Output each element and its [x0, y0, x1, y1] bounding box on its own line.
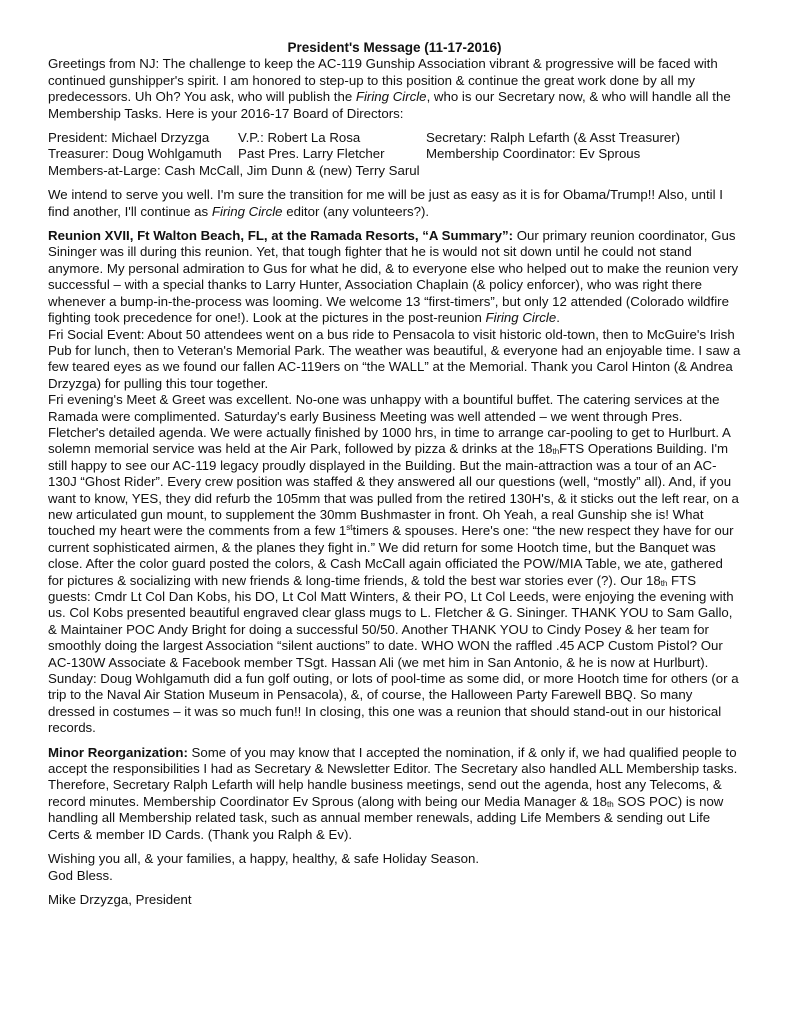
- reunion-paragraph: Reunion XVII, Ft Walton Beach, FL, at the Ramada Resorts, “A Summary”: Our primary reunion coordinator, Gus Sininger was ill during this reunion. Yet, that tough fighter that he is would not sit down until he could not stand anymore. My personal admiration to Gus for what he did, & to everyone else who helped out to make the reunion very successful – with a special thanks to Larry Hunter, Association Chaplain (& policy enforcer), who was right there whenever a bump-in-the-process was looming. We welcome 13 “first-timers”, but only 12 attended (Colorado wildfire fighting took precedence for one!). Look at the pictures in the post-reunion Firing Circle.: [48, 228, 739, 326]
- reunion-heading: Reunion XVII, Ft Walton Beach, FL, at the Ramada Resorts, “A Summary”:: [48, 228, 514, 244]
- board-vp: V.P.: Robert La Rosa: [238, 130, 361, 146]
- page-title: President's Message (11-17-2016): [287, 40, 502, 55]
- serve-paragraph: We intend to serve you well. I'm sure the transition for me will be just as easy as it is for Obama/Trump!! Also, until I find another, I'll continue as Firing Circle editor (any volunteers?).: [48, 187, 723, 219]
- holiday-wish: Wishing you all, & your families, a happy, healthy, & safe Holiday Season.: [48, 851, 480, 867]
- board-membership-coordinator: Membership Coordinator: Ev Sprous: [426, 146, 641, 162]
- board-president: President: Michael Drzyzga: [48, 130, 210, 146]
- board-members-at-large: Members-at-Large: Cash McCall, Jim Dunn & (new) Terry Sarul: [48, 162, 420, 178]
- board-secretary: Secretary: Ralph Lefarth (& Asst Treasurer): [426, 130, 681, 146]
- board-treasurer: Treasurer: Doug Wohlgamuth: [48, 146, 222, 162]
- evening-paragraph: Fri evening's Meet & Greet was excellent. No-one was unhappy with a bountiful buffet. The catering services at the Ramada were complimented. Saturday's early Business Meeting was well attended – we went through Pres. Fletcher's detailed agenda. We were actually finished by 1000 hrs, in time to arrange car-pooling to get to Hurlburt. A solemn memorial service was held at the Air Park, followed by pizza & drinks at the $18_{th}FTS$ Operations Building. I'm still happy to see our AC-119 legacy proudly displayed in the Building. But the main-attraction was a tour of an AC-130J “Ghost Rider”. Every crew position was staffed & they answered all our questions (well, “mostly” all). And, if you want to know, YES, they did refurb the 105mm that was pulled from the retired 130H's, & it sticks out the left rear, on a new articulated gun mount, to supplement the 30mm Bushmaster in front. Oh Yeah, a real Gunship she is! What touched my heart were the comments from a few 1sttimers & spouses. Here's one: “the new respect they have for our current sophisticated airmen, & the planes they fight in.” We did return for some Hootch time, but the Banquet was close. After the color guard posted the colors, & Cash McCall again officiated the POW/MIA Table, we ate, gathered for pictures & socializing with new friends & long-time friends, & told the best war stories ever (?). Our $18_{th}$ FTS guests: Cmdr Lt Col Dan Kobs, his DO, Lt Col Matt Winters, & their PO, Lt Col Leeds, were enjoying the evening with us. Col Kobs presented beautiful engraved clear glass mugs to L. Fletcher & G. Sininger. THANK YOU to Sam Gallo, & Maintainer POC Andy Bright for doing a successful 50/50. Another THANK YOU to Cindy Posey & her team for smoothly doing the largest Association “silent auctions” to date. WHO WON the raffled .45 ACP Custom Pistol? Our AC-130W Associate & Facebook member TSgt. Hassan Ali (we met him in San Antonio, & he is now at Hurlburt). Sunday: Doug Wohlgamuth did a fun golf outing, or lots of pool-time as some did, or more Hootch time for others (or a trip to the Naval Air Station Museum in Pensacola), &, of course, the Halloween Party Farewell BBQ. So many dressed in costumes – it was so much fun!! In closing, this one was a reunion that should stand-out in our historical records.: [48, 392, 739, 736]
- publication-name: Firing Circle: [211, 203, 283, 219]
- board-past-president: Past Pres. Larry Fletcher: [238, 146, 385, 162]
- reorganization-heading: Minor Reorganization:: [48, 744, 188, 760]
- publication-name: Firing Circle: [485, 310, 557, 326]
- publication-name: Firing Circle: [355, 89, 427, 105]
- signature: Mike Drzyzga, President: [48, 891, 192, 907]
- god-bless: God Bless.: [48, 867, 113, 883]
- social-event-paragraph: Fri Social Event: About 50 attendees went on a bus ride to Pensacola to visit historic old-town, then to McGuire's Irish Pub for lunch, then to Veteran's Memorial Park. The weather was beautiful, & everyone had an enjoyable time. I saw a few teared eyes as we found our fallen AC-119ers on “the WALL” at the Memorial. Thank you Carol Hinton (& Andrea Drzyzga) for pulling this tour together.: [48, 326, 741, 391]
- reorganization-paragraph: Minor Reorganization: Some of you may know that I accepted the nomination, if & only if, we had qualified people to accept the responsibilities I had as Secretary & Newsletter Editor. The Secretary also handled ALL Membership tasks. Therefore, Secretary Ralph Lefarth will help handle business meetings, send out the agenda, host any Telecoms, & record minutes. Membership Coordinator Ev Sprous (along with being our Media Manager & $18_{th}$ SOS POC) is now handling all Membership related task, such as annual member renewals, adding Life Members & sending out Life Certs & member ID Cards. (Thank you Ralph & Ev).: [48, 744, 738, 842]
- board-of-directors: [48, 130, 741, 179]
- intro-paragraph: Greetings from NJ: The challenge to keep the AC-119 Gunship Association vibrant & progressive will be faced with continued gunshipper's spirit. I am honored to step-up to this position & continue the great work done by all my predecessors. Uh Oh? You ask, who will publish the Firing Circle, who is our Secretary now, & who will handle all the Membership Tasks. Here is your 2016-17 Board of Directors:: [48, 56, 731, 121]
